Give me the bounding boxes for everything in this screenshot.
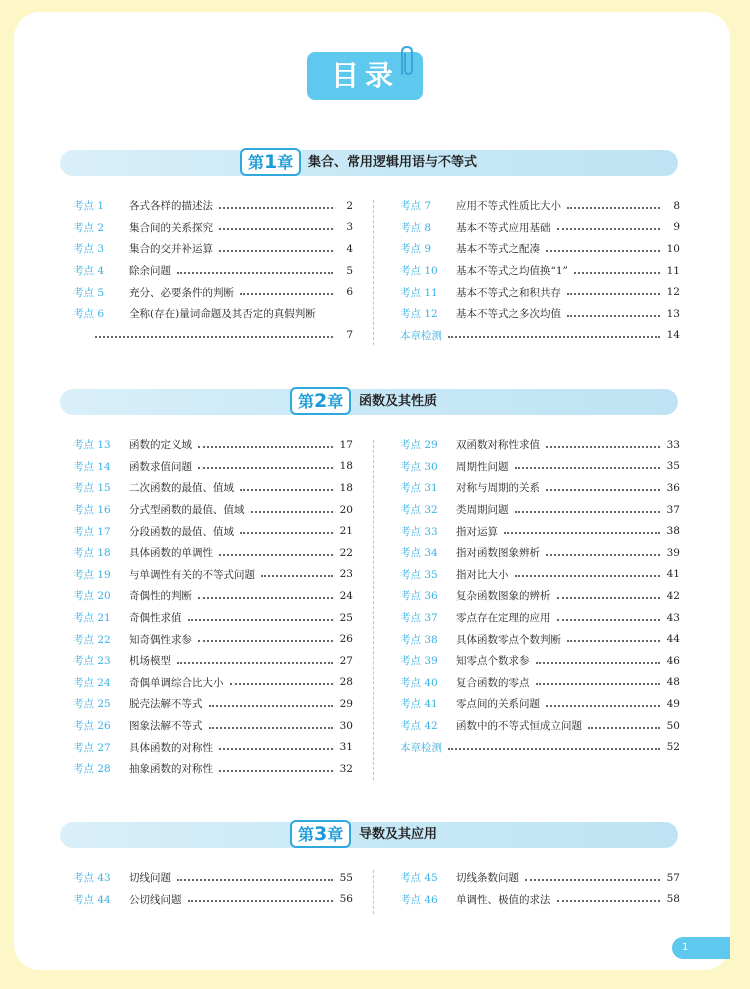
chapter-1-left-column: [73, 195, 353, 346]
toc-entry[interactable]: 考点 25 脱壳法解不等式 29: [73, 697, 353, 711]
toc-entry[interactable]: 考点 27 具体函数的对称性 31: [73, 741, 353, 754]
toc-entry[interactable]: 考点 7 应用不等式性质比大小 8: [400, 199, 680, 213]
toc-entry[interactable]: 考点 5 充分、必要条件的判断 6: [73, 286, 353, 299]
toc-entry[interactable]: 考点 42 函数中的不等式恒成立问题 50: [400, 719, 680, 733]
toc-entry[interactable]: 考点 45 切线条数问题 57: [400, 871, 680, 885]
column-divider: [373, 440, 374, 780]
toc-entry[interactable]: 考点 16 分式型函数的最值、值域 20: [73, 503, 353, 517]
toc-entry[interactable]: 考点 24 奇偶单调综合比大小 28: [73, 676, 353, 689]
toc-entry[interactable]: 考点 44 公切线问题 56: [73, 893, 353, 906]
toc-entry[interactable]: 考点 6 全称(存在)量词命题及其否定的真假判断: [73, 308, 316, 321]
toc-entry[interactable]: 考点 38 具体函数零点个数判断 44: [400, 633, 680, 646]
toc-entry[interactable]: 考点 34 指对函数图象辨析 39: [400, 546, 680, 560]
column-divider: [373, 870, 374, 914]
toc-entry[interactable]: 考点 30 周期性问题 35: [400, 460, 680, 473]
chapter-1-header: [60, 150, 678, 176]
toc-entry[interactable]: 考点 26 图象法解不等式 30: [73, 719, 353, 733]
chapter-2-right-column: [400, 434, 680, 758]
chapter-test-entry[interactable]: 本章检测 52: [400, 741, 680, 754]
toc-entry[interactable]: 考点 35 指对比大小 41: [400, 568, 680, 581]
chapter-2-title: 函数及其性质: [359, 394, 438, 409]
toc-entry[interactable]: 考点 14 函数求值问题 18: [73, 460, 353, 473]
chapter-1-right-column: [400, 195, 680, 346]
toc-entry[interactable]: 考点 11 基本不等式之和积共存 12: [400, 286, 680, 299]
toc-entry[interactable]: 考点 23 机场模型 27: [73, 654, 353, 668]
chapter-3-badge: 第3章: [290, 820, 351, 848]
chapter-1-badge: 第1章: [240, 148, 301, 176]
toc-entry[interactable]: 考点 40 复合函数的零点 48: [400, 676, 680, 689]
toc-entry[interactable]: 考点 39 知零点个数求参 46: [400, 654, 680, 668]
chapter-2-header: [60, 389, 678, 415]
toc-entry[interactable]: 考点 17 分段函数的最值、值域 21: [73, 525, 353, 538]
toc-entry[interactable]: 考点 33 指对运算 38: [400, 525, 680, 538]
toc-entry[interactable]: 考点 10 基本不等式之均值换“1” 11: [400, 264, 680, 278]
toc-entry[interactable]: 考点 9 基本不等式之配凑 10: [400, 242, 680, 256]
toc-entry[interactable]: 考点 3 集合的交并补运算 4: [73, 242, 353, 256]
toc-entry[interactable]: 考点 46 单调性、极值的求法 58: [400, 893, 680, 906]
toc-entry[interactable]: 考点 19 与单调性有关的不等式问题 23: [73, 568, 353, 581]
toc-entry[interactable]: 考点 22 知奇偶性求参 26: [73, 633, 353, 646]
toc-entry[interactable]: 考点 29 双函数对称性求值 33: [400, 438, 680, 452]
chapter-2-left-column: [73, 434, 353, 780]
toc-entry[interactable]: 考点 18 具体函数的单调性 22: [73, 546, 353, 560]
chapter-3-title: 导数及其应用: [359, 827, 438, 842]
chapter-1-title: 集合、常用逻辑用语与不等式: [308, 155, 478, 170]
chapter-3-left-column: [73, 867, 353, 910]
chapter-test-entry[interactable]: 本章检测 14: [400, 329, 680, 342]
toc-entry[interactable]: 考点 43 切线问题 55: [73, 871, 353, 885]
toc-entry[interactable]: 考点 28 抽象函数的对称性 32: [73, 762, 353, 776]
toc-entry[interactable]: 考点 4 除余问题 5: [73, 264, 353, 278]
toc-entry[interactable]: 考点 37 零点存在定理的应用 43: [400, 611, 680, 625]
page-number-tab: 1: [672, 937, 730, 959]
toc-entry[interactable]: 考点 2 集合间的关系探究 3: [73, 221, 353, 234]
toc-entry[interactable]: 考点 31 对称与周期的关系 36: [400, 481, 680, 495]
toc-entry[interactable]: 考点 20 奇偶性的判断 24: [73, 589, 353, 603]
toc-entry-continuation[interactable]: 7: [73, 325, 353, 347]
toc-entry[interactable]: 考点 1 各式各样的描述法 2: [73, 199, 353, 213]
chapter-2-badge: 第2章: [290, 387, 351, 415]
toc-entry[interactable]: 考点 41 零点间的关系问题 49: [400, 697, 680, 711]
chapter-3-right-column: [400, 867, 680, 910]
toc-entry[interactable]: 考点 15 二次函数的最值、值域 18: [73, 481, 353, 495]
toc-entry[interactable]: 考点 8 基本不等式应用基础 9: [400, 221, 680, 234]
paperclip-icon: [396, 44, 418, 78]
column-divider: [373, 200, 374, 345]
page-title: 目录: [307, 52, 423, 100]
toc-entry[interactable]: 考点 21 奇偶性求值 25: [73, 611, 353, 625]
toc-entry[interactable]: 考点 36 复杂函数图象的辨析 42: [400, 589, 680, 603]
toc-entry[interactable]: 考点 12 基本不等式之多次均值 13: [400, 307, 680, 321]
toc-entry[interactable]: 考点 13 函数的定义域 17: [73, 438, 353, 452]
chapter-3-header: [60, 822, 678, 848]
toc-entry[interactable]: 考点 32 类周期问题 37: [400, 503, 680, 517]
